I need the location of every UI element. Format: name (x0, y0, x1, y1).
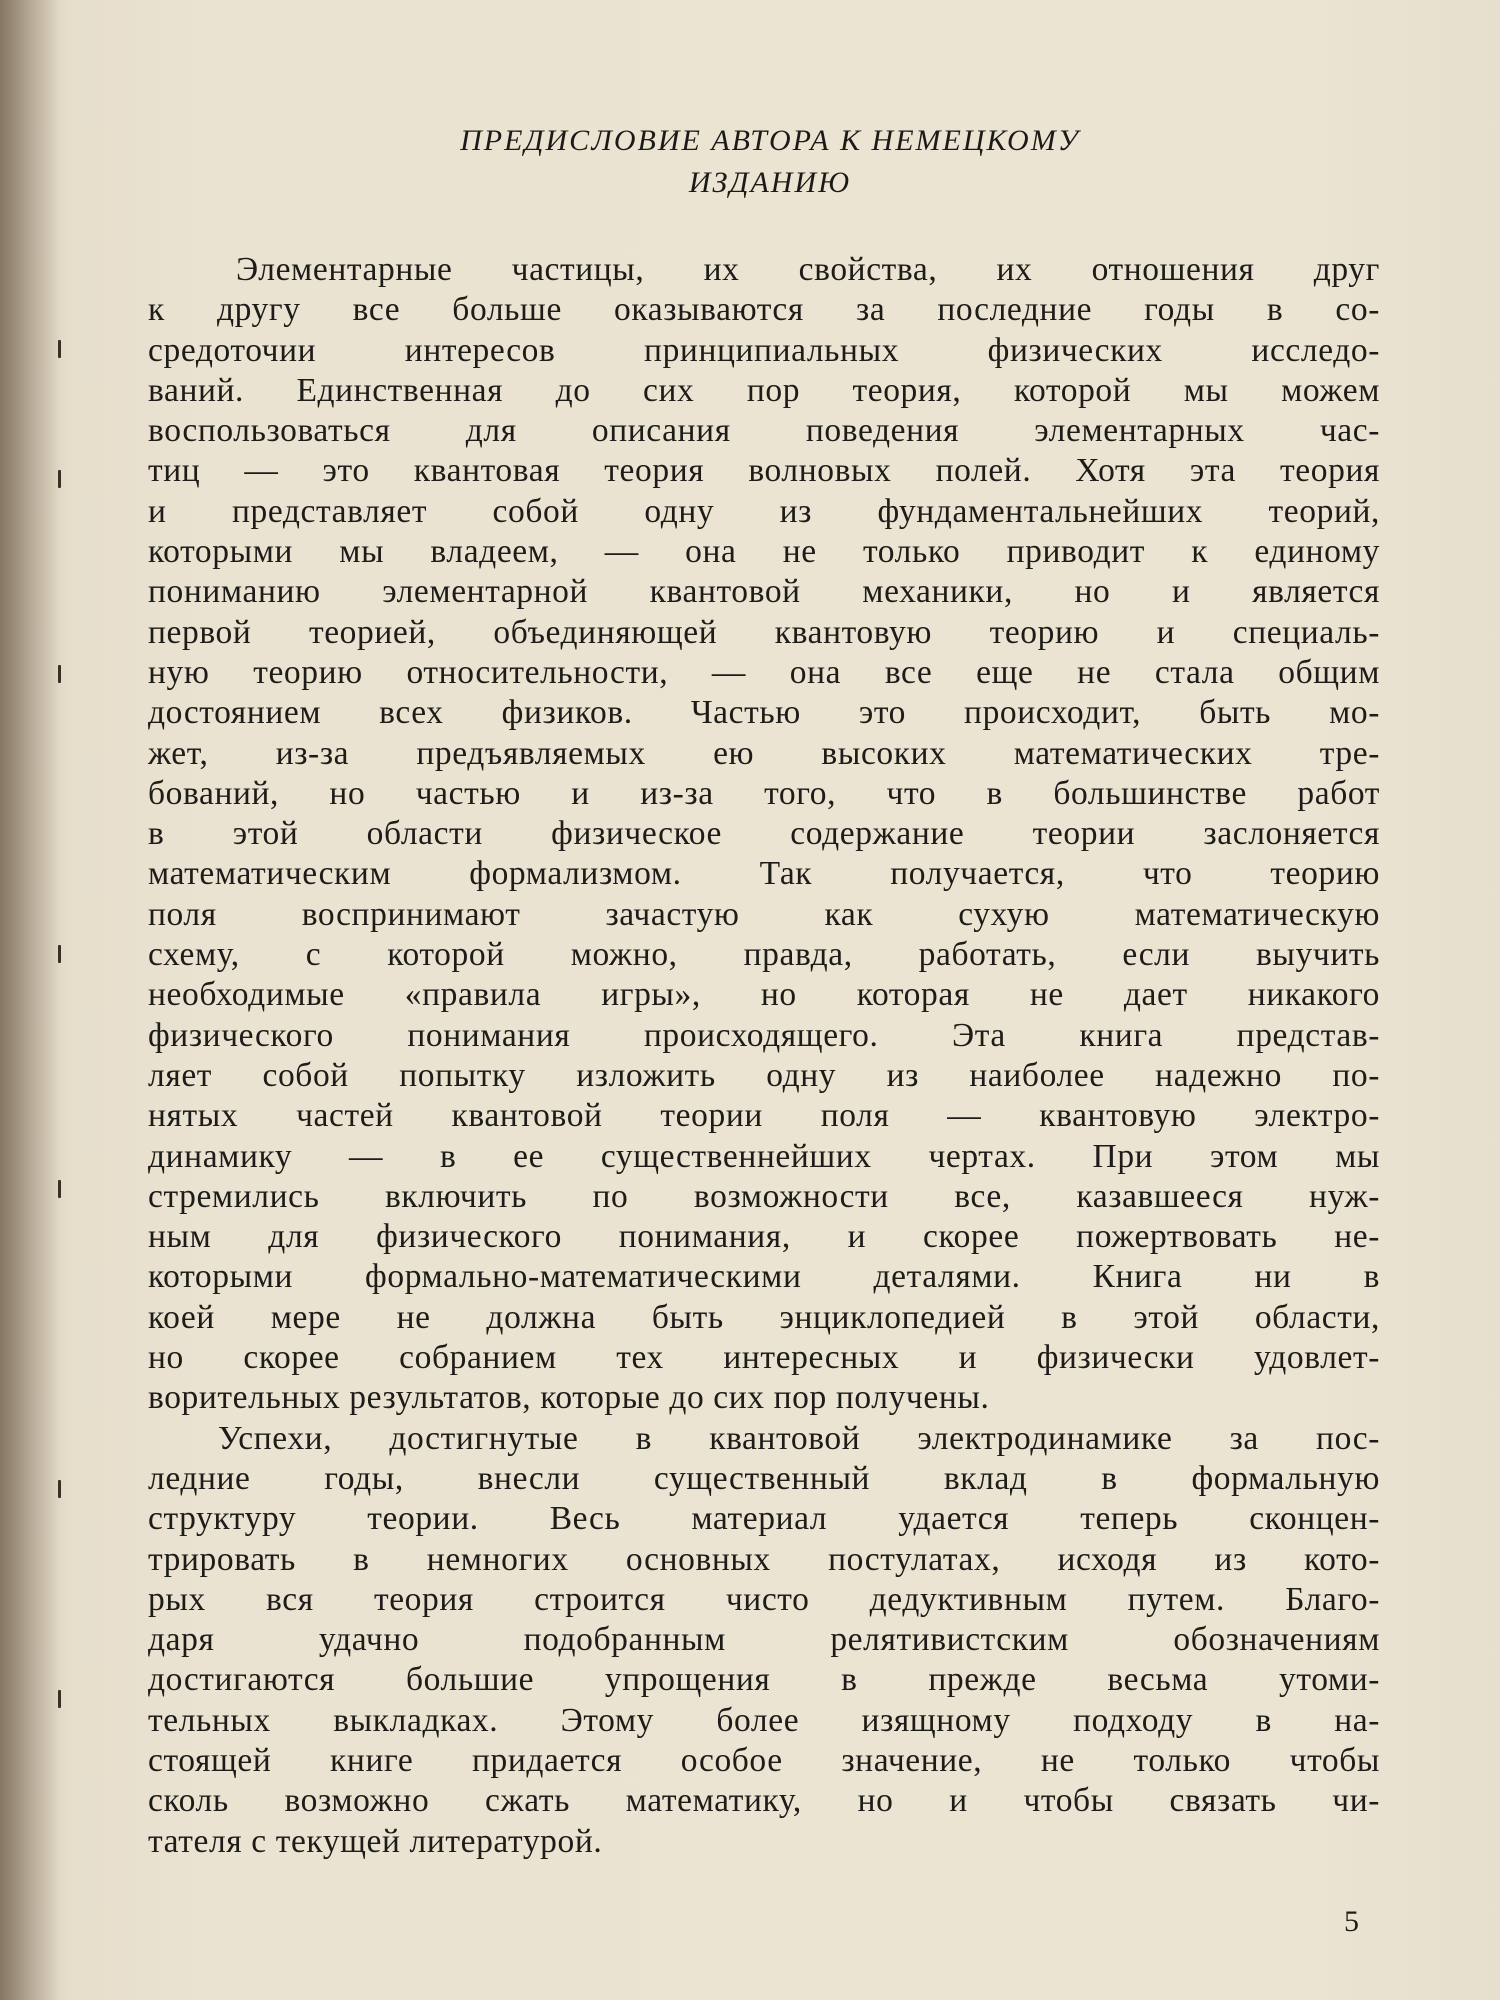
text-line: поля воспринимают зачастую как сухую математическую (148, 895, 1380, 933)
text-line: воспользоваться для описания поведения элементарных час- (148, 412, 1380, 450)
text-line: рых вся теория строится чисто дедуктивным путем. Благо- (148, 1580, 1380, 1618)
text-line: стоящей книге придается особое значение, не только чтобы (148, 1741, 1380, 1779)
text-line: жет, из-за предъявляемых ею высоких математических тре- (148, 734, 1380, 772)
binding-mark (58, 1690, 61, 1708)
text-line: бований, но частью и из-за того, что в большинстве работ (148, 774, 1380, 812)
text-line: пониманию элементарной квантовой механики, но и является (148, 573, 1380, 611)
text-line: ворительных результатов, которые до сих пор получены. (148, 1379, 990, 1417)
text-line: структуру теории. Весь материал удается теперь сконцен- (148, 1500, 1380, 1538)
text-line: сколь возможно сжать математику, но и чтобы связать чи- (148, 1782, 1380, 1820)
binding-mark (58, 945, 61, 963)
text-line: которыми мы владеем, — она не только приводит к единому (148, 533, 1380, 571)
text-line: Успехи, достигнутые в квантовой электродинамике за пос- (218, 1419, 1380, 1457)
text-line: ледние годы, внесли существенный вклад в формальную (148, 1459, 1380, 1497)
text-line: ную теорию относительности, — она все еще не стала общим (148, 653, 1380, 691)
page-number: 5 (1344, 1905, 1359, 1938)
text-line: динамику — в ее существеннейших чертах. При этом мы (148, 1137, 1380, 1175)
text-line: в этой области физическое содержание теории заслоняется (148, 815, 1380, 853)
body-text (148, 250, 1380, 1862)
text-line: которыми формально-математическими деталями. Книга ни в (148, 1258, 1380, 1296)
spine-shadow (0, 0, 60, 2000)
text-line: достигаются большие упрощения в прежде весьма утоми- (148, 1661, 1380, 1699)
text-line: первой теорией, объединяющей квантовую теорию и специаль- (148, 613, 1380, 651)
text-line: Элементарные частицы, их свойства, их отношения друг (236, 251, 1380, 288)
binding-mark (58, 340, 61, 358)
text-line: средоточии интересов принципиальных физических исследо- (148, 331, 1380, 369)
text-line: и представляет собой одну из фундаментальнейших теорий, (148, 492, 1380, 530)
text-line: схему, с которой можно, правда, работать, если выучить (148, 936, 1380, 974)
text-line: ваний. Единственная до сих пор теория, которой мы можем (148, 371, 1380, 409)
text-line: необходимые «правила игры», но которая не дает никакого (148, 976, 1380, 1014)
title-line-1: ПРЕДИСЛОВИЕ АВТОРА К НЕМЕЦКОМУ (460, 124, 1080, 157)
text-line: трировать в немногих основных постулатах, исходя из кото- (148, 1540, 1380, 1578)
text-line: математическим формализмом. Так получается, что теорию (148, 855, 1380, 893)
text-line: физического понимания происходящего. Эта книга представ- (148, 1016, 1380, 1054)
binding-marks (52, 0, 72, 2000)
binding-mark (58, 665, 61, 683)
text-line: даря удачно подобранным релятивистским обозначениям (148, 1621, 1380, 1659)
text-line: ляет собой попытку изложить одну из наиболее надежно по- (148, 1056, 1380, 1094)
text-line: тиц — это квантовая теория волновых полей. Хотя эта теория (148, 452, 1380, 490)
text-line: достоянием всех физиков. Частью это происходит, быть мо- (148, 694, 1380, 732)
title-line-2: ИЗДАНИЮ (688, 166, 852, 199)
binding-mark (58, 470, 61, 488)
text-line: тельных выкладках. Этому более изящному подходу в на- (148, 1701, 1380, 1739)
binding-mark (58, 1480, 61, 1498)
binding-mark (58, 1180, 61, 1198)
text-line: коей мере не должна быть энциклопедией в этой области, (148, 1298, 1380, 1336)
text-line: нятых частей квантовой теории поля — квантовую электро- (148, 1097, 1380, 1135)
text-line: стремились включить по возможности все, казавшееся нуж- (148, 1177, 1380, 1215)
text-line: к другу все больше оказываются за последние годы в со- (148, 291, 1380, 329)
text-line: тателя с текущей литературой. (148, 1822, 603, 1860)
text-line: но скорее собранием тех интересных и физически удовлет- (148, 1339, 1380, 1377)
text-line: ным для физического понимания, и скорее пожертвовать не- (148, 1218, 1380, 1256)
page-title (300, 120, 1240, 204)
